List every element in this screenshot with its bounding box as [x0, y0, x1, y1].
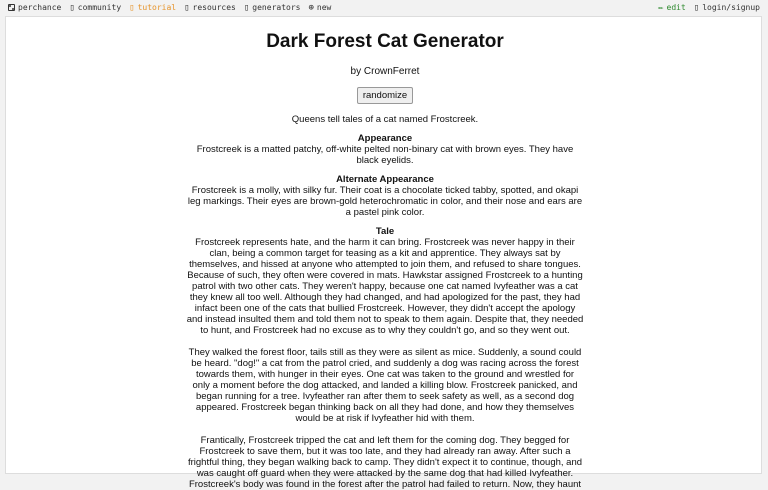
nav-community[interactable] [69, 3, 121, 12]
generator-output [186, 17, 584, 490]
edit-link[interactable] [658, 3, 686, 12]
randomize-button[interactable]: randomize [357, 87, 413, 104]
nav-generators[interactable] [244, 3, 301, 12]
nav-perchance[interactable] [8, 3, 61, 12]
tale-paragraph-2: They walked the forest floor, tails still as they were as silent as mice. Suddenly, a sound could be heard. "dog!" a cat from the patrol cried, and suddenly a dog was racing across the forest towards them, with hunger in their eyes. One cat was taken to the ground and wrestled for only a moment before the dog attacked, and landed a killing blow. Frostcreek panicked, and began running for a tree. Ivyfeather ran after them to seek safety as well, as a second dog appeared. Frostcreek began thinking back on all they had done, and how they themselves would be at risk if Ivyfeather hid with them. [188, 347, 582, 424]
pencil-icon: ✏ [658, 2, 664, 13]
nav-perchance-label: perchance [18, 3, 62, 12]
edit-label: edit [666, 3, 686, 12]
nav-generators-label: generators [252, 3, 301, 12]
intro-text: Queens tell tales of a cat named Frostcreek. [291, 114, 479, 125]
page-title: Dark Forest Cat Generator [266, 31, 504, 52]
nav-tutorial[interactable] [129, 3, 176, 12]
community-icon: ▯ [69, 2, 75, 13]
top-nav-bar [0, 0, 768, 16]
login-label: login/signup [702, 3, 760, 12]
nav-resources-label: resources [192, 3, 236, 12]
dice-icon [8, 4, 15, 11]
nav-tutorial-label: tutorial [137, 3, 177, 12]
author-byline: by CrownFerret [350, 66, 420, 77]
nav-resources[interactable] [184, 3, 236, 12]
nav-links [8, 3, 331, 12]
nav-new[interactable] [308, 3, 331, 12]
alt-appearance-text: Frostcreek is a molly, with silky fur. Their coat is a chocolate ticked tabby, spotted, and okapi leg markings. Their eyes are brown-gold heterochromatic in color, and their nose and ears are a pastel pink color. [187, 185, 583, 218]
appearance-text: Frostcreek is a matted patchy, off-white pelted non-binary cat with brown eyes. They have black eyelids. [196, 144, 574, 166]
user-icon: ▯ [693, 2, 700, 13]
plus-icon: ⊕ [308, 2, 314, 13]
nav-right [658, 3, 760, 12]
tutorial-icon: ▯ [129, 2, 135, 13]
alt-appearance-heading: Alternate Appearance [336, 174, 434, 185]
resources-icon: ▯ [184, 2, 190, 13]
tale-paragraph-3: Frantically, Frostcreek tripped the cat and left them for the coming dog. They begged for Frostcreek to save them, but it was too late, and they had already ran away. After such a frightful thing, they began walking back to camp. They didn't expect it to continue, though, and was caught off guard when they were attacked by the same dog that had killed Ivyfeather. Frostcreek's body was found in the forest after the patrol had failed to return. Now, they haunt [187, 435, 583, 490]
appearance-heading: Appearance [357, 133, 413, 144]
nav-community-label: community [77, 3, 122, 12]
login-link[interactable] [694, 3, 760, 12]
tale-paragraph-1: Frostcreek represents hate, and the harm it can bring. Frostcreek was never happy in their clan, being a common target for teasing as a kit and apprentice. They always sat by themselves, and hissed at anyone who attempted to join them, and refused to share tongues. Because of such, they often were covered in mats. Hawkstar assigned Frostcreek to a hunting patrol with two other cats. They weren't happy, because one cat named Ivyfeather was a cat they knew all too well. Although they had changed, and had apologized for the past, they had infact been one of the cats that bullied Frostcreek. However, they didn't accept the apology and instead insulted them and told them not to speak to them again. Despite that, they needed to hunt, and Frostcreek had no excuse as to why they couldn't go, and so they went out. [186, 237, 584, 336]
nav-new-label: new [316, 3, 332, 12]
tale-heading: Tale [375, 226, 395, 237]
generator-panel [5, 16, 762, 490]
generators-icon: ▯ [243, 2, 250, 13]
